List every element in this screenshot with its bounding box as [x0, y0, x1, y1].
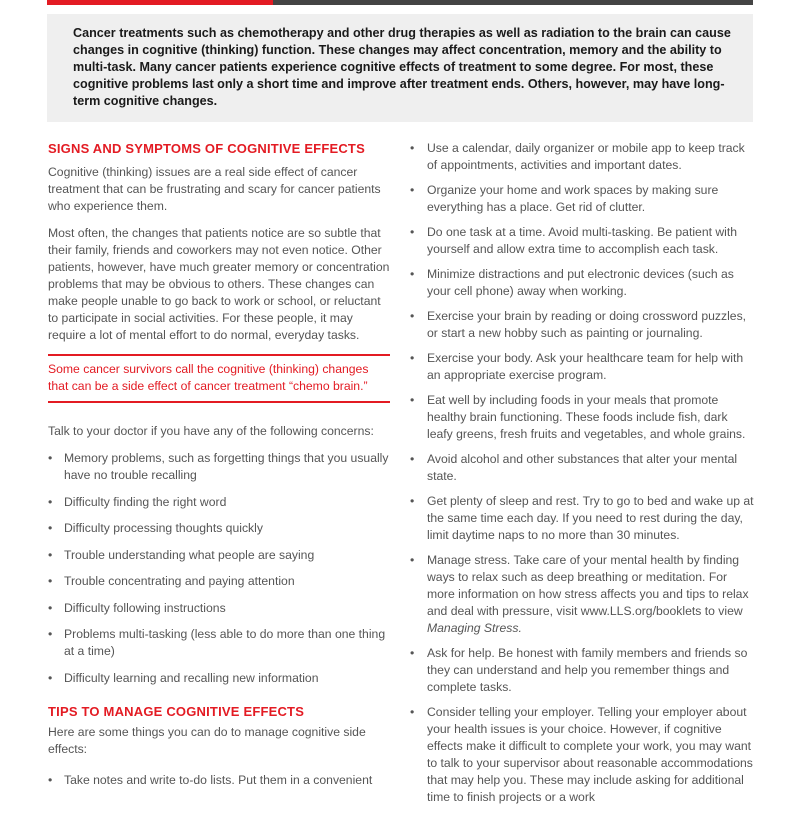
list-item: • Take notes and write to-do lists. Put them in a convenient	[48, 772, 373, 787]
list-item: • Trouble understanding what people are saying	[48, 547, 315, 562]
stress-text: Manage stress. Take care of your mental health by finding ways to relax such as deep breathing or meditation. For more information on how stress affects you and tips to relax and deal with pressure, visit www.LLS.org/booklets to view	[427, 553, 749, 618]
list-item: • Organize your home and work spaces by making sure everything has a place. Get rid of clutter.	[410, 183, 719, 214]
paragraph-tips-intro: Here are some things you can do to manage cognitive side effects:	[48, 724, 366, 756]
bullet-icon: •	[48, 627, 53, 641]
list-item: • Problems multi-tasking (less able to do more than one thing at a time)	[48, 627, 386, 658]
bullet-icon: •	[410, 141, 415, 155]
heading-signs-symptoms: SIGNS AND SYMPTOMS OF COGNITIVE EFFECTS	[48, 141, 365, 156]
paragraph-intro-cognitive: Cognitive (thinking) issues are a real side effect of cancer treatment that can be frustrating and scary for cancer patients who experience them.	[48, 165, 381, 213]
list-item: • Difficulty finding the right word	[48, 494, 227, 509]
tips-list-right	[410, 140, 756, 806]
list-item: • Difficulty learning and recalling new information	[48, 670, 319, 685]
list-item: • Use a calendar, daily organizer or mobile app to keep track of appointments, activities and important dates.	[410, 141, 745, 172]
concerns-list	[48, 450, 390, 687]
list-item: • Eat well by including foods in your meals that promote healthy brain functioning. These foods include fish, dark leafy greens, fresh fruits and vegetables, and whole grains.	[410, 393, 746, 441]
bullet-icon: •	[48, 772, 53, 787]
bullet-icon: •	[410, 351, 415, 365]
list-item: • Difficulty following instructions	[48, 600, 226, 615]
bullet-icon: •	[48, 600, 53, 615]
list-item: • Memory problems, such as forgetting things that you usually have no trouble recalling	[48, 451, 389, 482]
bullet-icon: •	[48, 494, 53, 509]
bullet-icon: •	[410, 553, 415, 567]
bullet-icon: •	[410, 393, 415, 407]
bullet-icon: •	[410, 494, 415, 508]
intro-box	[47, 14, 753, 122]
intro-text: Cancer treatments such as chemotherapy and other drug therapies as well as radiation to the brain can cause changes in cognitive (thinking) function. These changes may affect concentration, memory and the ability to multi-task. Many cancer patients experience cognitive effects of treatment to some degree. For most, these cognitive problems last only a short time and improve after treatment ends. Others, however, may have long-term cognitive changes.	[73, 26, 731, 108]
right-column	[410, 140, 756, 814]
bullet-icon: •	[410, 309, 415, 323]
bullet-icon: •	[410, 183, 415, 197]
bullet-icon: •	[410, 646, 415, 660]
bullet-icon: •	[48, 670, 53, 685]
list-item: • Get plenty of sleep and rest. Try to go to bed and wake up at the same time each day. If you need to rest during the day, limit daytime naps to no more than 30 minutes.	[410, 494, 754, 542]
paragraph-talk-to-doctor: Talk to your doctor if you have any of the following concerns:	[48, 424, 374, 438]
list-item: • Minimize distractions and put electronic devices (such as your cell phone) away when working.	[410, 267, 734, 298]
list-item: • Exercise your body. Ask your healthcare team for help with an appropriate exercise program.	[410, 351, 744, 382]
bullet-icon: •	[410, 267, 415, 281]
list-item: • Do one task at a time. Avoid multi-tasking. Be patient with yourself and allow extra time to accomplish each task.	[410, 225, 738, 256]
list-item: • Exercise your brain by reading or doing crossword puzzles, or start a new hobby such as painting or journaling.	[410, 309, 747, 340]
tips-list-left	[48, 772, 390, 789]
bullet-icon: •	[410, 452, 415, 466]
header-dark-bar	[273, 0, 753, 5]
left-column	[48, 138, 390, 798]
chemo-brain-callout	[48, 354, 390, 403]
list-item: • Avoid alcohol and other substances that alter your mental state.	[410, 452, 738, 483]
bullet-icon: •	[48, 521, 53, 535]
header-accent-bar	[47, 0, 273, 5]
callout-text: Some cancer survivors call the cognitive (thinking) changes that can be a side effect of cancer treatment “chemo brain.”	[48, 362, 369, 393]
bullet-icon: •	[410, 225, 415, 239]
bullet-icon: •	[48, 451, 53, 465]
list-item	[410, 552, 756, 637]
list-item: • Consider telling your employer. Telling your employer about your health issues is your choice. However, if cognitive effects make it difficult to complete your work, you may want to talk to your supervisor about reasonable accommodations that may help you. These may include asking for additional time to finish projects or a work	[410, 705, 753, 804]
list-item: • Ask for help. Be honest with family members and friends so they can understand and help you remember things and complete tasks.	[410, 646, 748, 694]
bullet-icon: •	[48, 574, 53, 588]
bullet-icon: •	[48, 547, 53, 562]
list-item: • Trouble concentrating and paying attention	[48, 574, 295, 588]
heading-tips: TIPS TO MANAGE COGNITIVE EFFECTS	[48, 703, 305, 719]
list-item: • Difficulty processing thoughts quickly	[48, 521, 263, 535]
managing-stress-title: Managing Stress.	[427, 621, 522, 635]
paragraph-subtle-changes: Most often, the changes that patients notice are so subtle that their family, friends and coworkers may not even notice. Other patients, however, have much greater memory or concentration problems that may be obvious to others. These changes can make people unable to go back to work or school, or reluctant to participate in social activities. For these people, it may require a lot of mental effort to do normal, everyday tasks.	[48, 226, 390, 342]
bullet-icon: •	[410, 705, 415, 719]
